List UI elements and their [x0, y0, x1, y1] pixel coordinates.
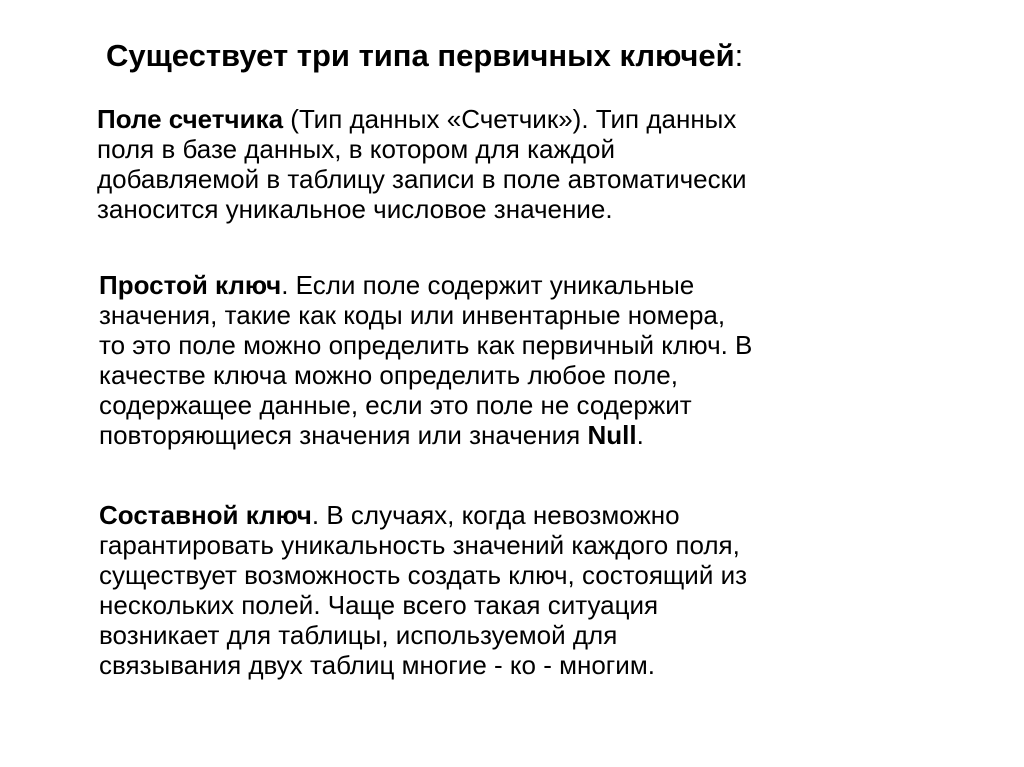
paragraph-composite-key [99, 500, 747, 680]
paragraph-line: нескольких полей. Чаще всего такая ситуация [99, 590, 659, 620]
paragraph-line: Простой ключ. Если поле содержит уникальные [99, 270, 695, 300]
paragraph-simple-key [99, 270, 752, 450]
paragraph-line: добавляемой в таблицу записи в поле автоматически [97, 164, 747, 194]
paragraph-line: то это поле можно определить как первичный ключ. В [99, 330, 753, 360]
paragraph-line: возникает для таблицы, используемой для [99, 620, 618, 650]
slide-title [106, 36, 986, 76]
paragraph-line: гарантировать уникальность значений каждого поля, [99, 530, 740, 560]
paragraph-counter-field [87, 104, 747, 224]
term-simple-key: Простой ключ [99, 270, 282, 300]
paragraph-line: связывания двух таблиц многие - ко - многим. [99, 650, 655, 680]
paragraph-line: повторяющиеся значения или значения Null. [99, 420, 644, 450]
slide-title-text: Существует три типа первичных ключей [106, 38, 735, 73]
paragraph-line: Поле счетчика (Тип данных «Счетчик»). Тип данных [97, 104, 737, 134]
term-composite-key: Составной ключ [99, 500, 312, 530]
paragraph-line: поля в базе данных, в котором для каждой [97, 134, 616, 164]
term-counter-field: Поле счетчика [97, 104, 284, 134]
paragraph-line: качестве ключа можно определить любое поле, [99, 360, 678, 390]
paragraph-line: существует возможность создать ключ, состоящий из [99, 560, 748, 590]
paragraph-line: Составной ключ. В случаях, когда невозможно [99, 500, 680, 530]
null-keyword: Null [587, 420, 637, 450]
paragraph-line: заносится уникальное числовое значение. [97, 194, 613, 224]
slide-title-colon: : [734, 38, 744, 73]
paragraph-line: содержащее данные, если это поле не содержит [99, 390, 692, 420]
paragraph-line: значения, такие как коды или инвентарные номера, [99, 300, 726, 330]
